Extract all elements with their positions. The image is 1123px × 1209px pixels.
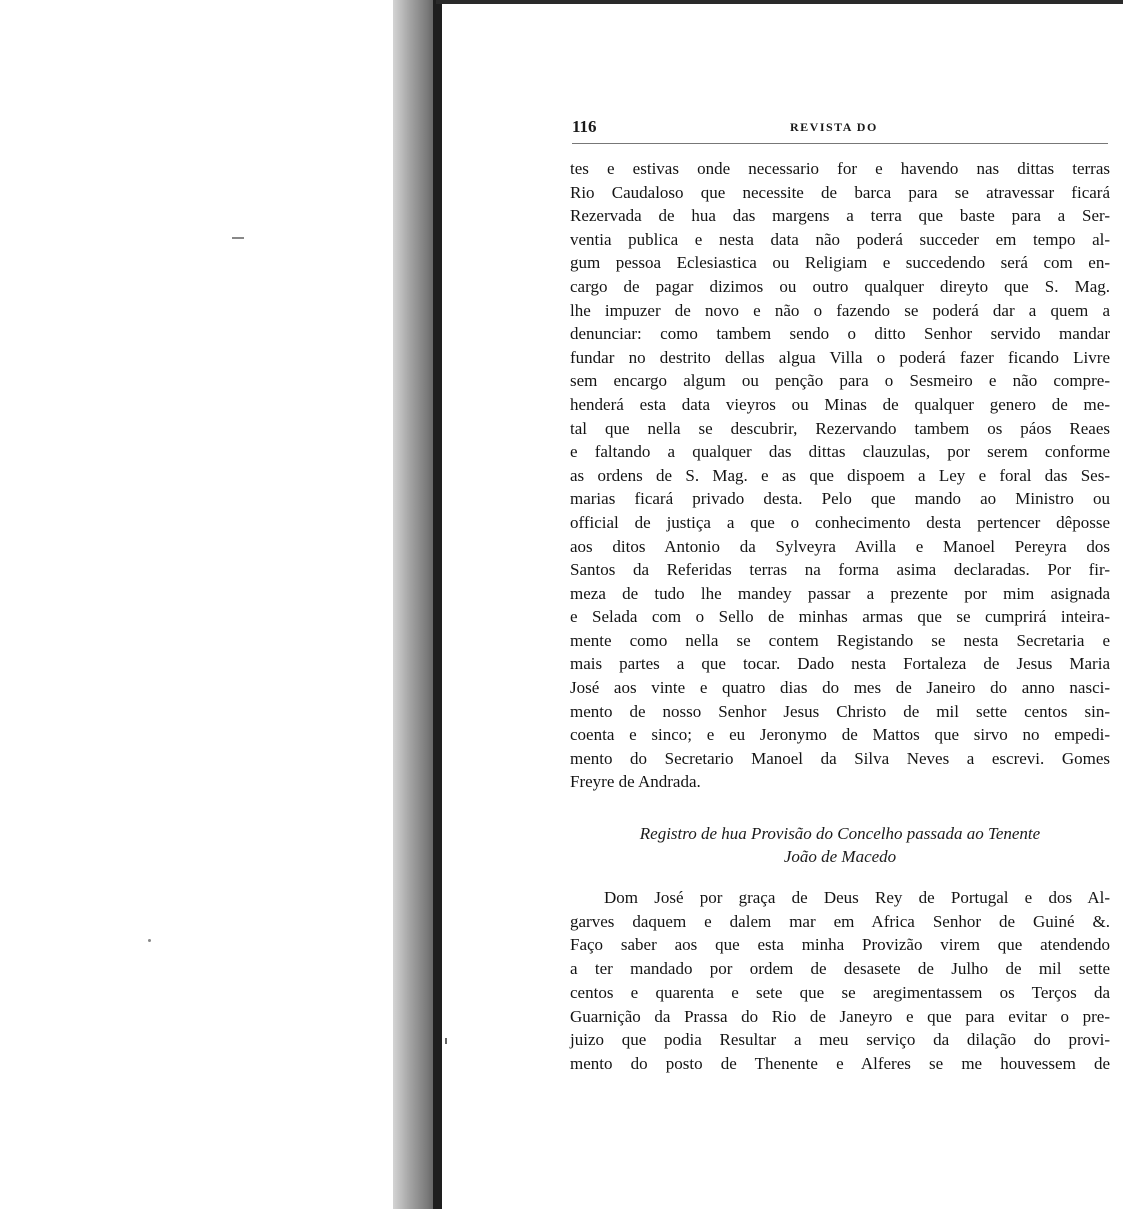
text-line: mento do posto de Thenente e Alferes se me houvessem de — [570, 1053, 1110, 1073]
section-title — [570, 822, 1110, 868]
text-line: as ordens de S. Mag. e as que dispoem a Ley e foral das Ses- — [570, 465, 1110, 485]
running-title: REVISTA DO — [790, 120, 878, 134]
section-title-line-2: João de Macedo — [783, 847, 897, 866]
text-line: official de justiça a que o conhecimento desta pertencer dêposse — [570, 512, 1110, 532]
text-line: henderá esta data vieyros ou Minas de qualquer genero de me- — [570, 394, 1110, 414]
text-line: centos e quarenta e sete que se aregimentassem os Terços da — [570, 982, 1110, 1002]
text-line: sem encargo algum ou penção para o Sesmeiro e não compre- — [570, 371, 1110, 391]
page-number: 116 — [572, 117, 597, 136]
text-line: juizo que podia Resultar a meu serviço da dilação do provi- — [570, 1030, 1110, 1050]
text-line: aos ditos Antonio da Sylveyra Avilla e Manoel Pereyra dos — [570, 536, 1110, 556]
text-line: coenta e sinco; e eu Jeronymo de Mattos que sirvo no empedi- — [570, 725, 1110, 745]
text-line: Santos da Referidas terras na forma asima declaradas. Por fir- — [570, 560, 1110, 580]
text-line: ventia publica e nesta data não poderá succeder em tempo al- — [570, 229, 1110, 249]
scan-speck — [148, 939, 151, 942]
text-line: José aos vinte e quatro dias do mes de Janeiro do anno nasci- — [570, 678, 1110, 698]
paragraph-continued — [570, 157, 1110, 794]
scan-speck — [445, 1038, 447, 1044]
text-line: lhe impuzer de novo e não o fazendo se poderá dar a quem a — [570, 300, 1110, 320]
binding-edge — [433, 0, 442, 1209]
text-line: Guarnição da Prassa do Rio de Janeyro e que para evitar o pre- — [570, 1006, 1110, 1026]
page-top-edge — [436, 0, 1123, 4]
text-line: cargo de pagar dizimos ou outro qualquer direyto que S. Mag. — [570, 276, 1110, 296]
text-line: fundar no destrito dellas algua Villa o poderá fazer ficando Livre — [570, 347, 1110, 367]
text-line: mente como nella se contem Registando se nesta Secretaria e — [570, 630, 1110, 650]
text-line: Freyre de Andrada. — [570, 772, 701, 792]
running-head — [572, 117, 1110, 141]
text-line: e faltando a qualquer das dittas clauzulas, por serem conforme — [570, 442, 1110, 462]
text-line: mento do Secretario Manoel da Silva Neves a escrevi. Gomes — [570, 748, 1110, 768]
text-line: tal que nella se descubrir, Rezervando tambem os páos Reaes — [570, 418, 1110, 438]
text-line: Faço saber aos que esta minha Provizão virem que atendendo — [570, 935, 1110, 955]
section-title-line-1: Registro de hua Provisão do Concelho passada ao Tenente — [639, 824, 1041, 843]
text-line: e Selada com o Sello de minhas armas que se cumprirá inteira- — [570, 607, 1110, 627]
text-line: a ter mandado por ordem de desasete de Julho de mil sette — [570, 959, 1110, 979]
text-line: tes e estivas onde necessario for e havendo nas dittas terras — [570, 159, 1110, 178]
text-line: garves daquem e dalem mar em Africa Senhor de Guiné &. — [570, 911, 1110, 931]
text-line: marias ficará privado desta. Pelo que mando ao Ministro ou — [570, 489, 1110, 509]
header-rule — [572, 143, 1108, 144]
text-line: Rezervada de hua das margens a terra que baste para a Ser- — [570, 206, 1110, 226]
text-line: mento de nosso Senhor Jesus Christo de mil sette centos sin- — [570, 701, 1110, 721]
text-line: mais partes a que tocar. Dado nesta Fortaleza de Jesus Maria — [570, 654, 1110, 674]
scan-speck — [232, 237, 244, 239]
text-line: Rio Caudaloso que necessite de barca para se atravessar ficará — [570, 182, 1110, 202]
paragraph-provisao — [570, 886, 1110, 1076]
text-line: gum pessoa Eclesiastica ou Religiam e succedendo será com en- — [570, 253, 1110, 273]
text-line: meza de tudo lhe mandey passar a prezente por mim asignada — [570, 583, 1110, 603]
text-line: denunciar: como tambem sendo o ditto Senhor servido mandar — [570, 324, 1110, 344]
text-line: Dom José por graça de Deus Rey de Portugal e dos Al- — [604, 888, 1110, 907]
